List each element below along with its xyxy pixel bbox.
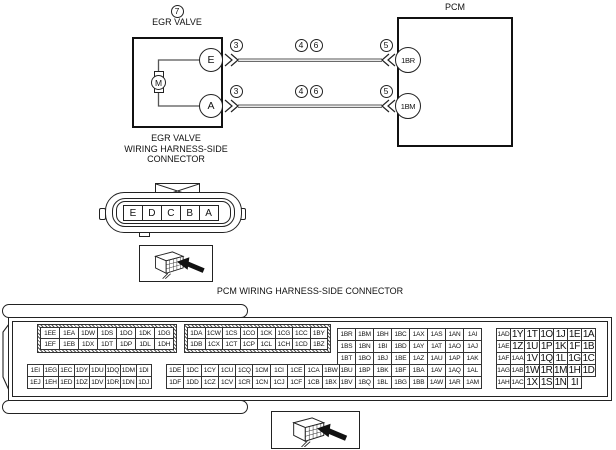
egr-connector-label [96,133,256,165]
pin-1CL: 1CL [258,339,276,350]
pin-1BH: 1BH [374,329,392,341]
pin-1DW: 1DW [79,328,98,339]
pin-1DI: 1DI [136,365,152,377]
pin-1BJ: 1BJ [374,353,392,365]
pin-1BC: 1BC [392,329,410,341]
pin-1DF: 1DF [167,377,184,389]
pin-1AF: 1AF [497,353,511,365]
pin-1DR: 1DR [105,377,121,389]
pin-1AQ: 1AQ [446,365,464,377]
egr-pin-C: C [161,205,181,221]
pin-1EE: 1EE [41,328,60,339]
pin-1BO: 1BO [356,353,374,365]
connector-view-icon [278,414,354,447]
pin-1CR: 1CR [236,377,253,389]
pin-1CD: 1CD [293,339,311,350]
pin-1W: 1W [525,365,539,376]
pin-1AT: 1AT [428,341,446,353]
pin-1O: 1O [540,329,553,340]
pin-1AZ: 1AZ [410,353,428,365]
egr-pin-B: B [180,205,200,221]
pin-1L: 1L [555,353,566,364]
motor-symbol: M [151,75,166,90]
pin-1CU: 1CU [218,365,235,377]
pin-1Z: 1Z [512,341,523,352]
pin-grid-g1 [40,327,174,350]
pin-1AW: 1AW [428,377,446,389]
callout-4-top: 4 [295,39,308,52]
pin-1EG: 1EG [43,365,59,377]
pin-1BR: 1BR [338,329,356,341]
pin-1AB: 1AB [511,365,525,377]
pin-1AG: 1AG [497,365,511,377]
pin-1T: 1T [525,329,540,341]
pin-1BM: 1BM [356,329,374,341]
pin-1AI: 1AI [464,329,482,341]
pin-1EB: 1EB [60,339,79,350]
pin-1BK: 1BK [374,365,392,377]
pin-1DV: 1DV [90,377,106,389]
callout-3-bottom: 3 [230,85,243,98]
pin-1J: 1J [554,329,568,341]
pin-1BA: 1BA [410,365,428,377]
pin-1DC: 1DC [184,365,201,377]
pin-1BB: 1BB [410,377,428,389]
pin-1AS: 1AS [428,329,446,341]
callout-6-top: 6 [310,39,323,52]
pin-1F: 1F [569,341,580,352]
pin-1CX: 1CX [205,339,223,350]
pin-1EI: 1EI [28,365,44,377]
pin-1CP: 1CP [240,339,258,350]
pin-1X: 1X [526,377,538,388]
pin-group-6 [166,364,340,389]
pin-1BP: 1BP [356,365,374,377]
callout-5-bottom: 5 [380,85,393,98]
pcm-connector-title: PCM WIRING HARNESS-SIDE CONNECTOR [216,286,404,296]
egr-pin-A: A [199,205,219,221]
wire-break-chevrons-egr [225,54,238,112]
pin-1DG: 1DG [155,328,174,339]
pin-1DX: 1DX [79,339,98,350]
pin-1BE: 1BE [392,353,410,365]
pin-1D: 1D [582,365,595,376]
pin-1EC: 1EC [59,365,75,377]
pin-1AK: 1AK [464,353,482,365]
pin-grid-g2 [187,327,328,350]
harness-wire-bottom [238,105,382,107]
pin-1V: 1V [526,353,538,364]
pin-1CF: 1CF [288,377,305,389]
pin-1Y: 1Y [511,329,524,340]
pin-empty [582,377,596,389]
pin-grid-g5 [27,364,152,389]
pin-1G: 1G [568,353,581,364]
pin-1AJ: 1AJ [464,341,482,353]
pin-1U: 1U [526,341,538,352]
egr-connector-label-line1: EGR VALVE [151,133,201,143]
pin-1AE: 1AE [497,341,511,353]
egr-connector-label-line2: WIRING HARNESS-SIDE [124,143,228,154]
pin-1BV: 1BV [338,377,356,389]
egr-terminal-a: A [199,94,223,118]
pin-1AX: 1AX [410,329,428,341]
pin-1EF: 1EF [41,339,60,350]
pin-1DJ: 1DJ [136,377,152,389]
pin-1AM: 1AM [464,377,482,389]
pin-1BD: 1BD [392,341,410,353]
pcm-box [397,17,513,147]
pin-1DU: 1DU [90,365,106,377]
pin-1EA: 1EA [60,328,79,339]
pin-grid-g3 [337,328,482,389]
pin-1CC: 1CC [293,328,311,339]
pin-1CH: 1CH [275,339,293,350]
pin-1DA: 1DA [188,328,206,339]
pin-1BZ: 1BZ [310,339,328,350]
pin-1CN: 1CN [253,377,270,389]
pin-grid-g4 [496,328,596,389]
pin-1CB: 1CB [305,377,322,389]
pin-1CM: 1CM [253,365,270,377]
pin-1DO: 1DO [117,328,136,339]
pin-1CZ: 1CZ [201,377,218,389]
pin-1I: 1I [568,377,582,389]
pin-1BW: 1BW [322,365,339,377]
pin-1BS: 1BS [338,341,356,353]
callout-5-top: 5 [380,39,393,52]
egr-terminal-e: E [199,48,223,72]
egr-view-direction-box [139,245,213,282]
pin-1DE: 1DE [167,365,184,377]
pcm-title: PCM [445,2,465,12]
pin-1BU: 1BU [338,365,356,377]
pcm-connector-bottom-bar [2,400,248,414]
pin-1H: 1H [568,365,581,376]
pcm-terminal-1br: 1BR [395,47,421,73]
egr-valve-title: EGR VALVE [152,17,202,27]
pin-group-1 [37,324,177,353]
pcm-view-direction-box [271,411,360,449]
pin-1CO: 1CO [240,328,258,339]
pin-1BY: 1BY [310,328,328,339]
pin-1AU: 1AU [428,353,446,365]
pin-group-2 [184,324,331,353]
pin-1AY: 1AY [410,341,428,353]
pin-1CA: 1CA [305,365,322,377]
pin-1DK: 1DK [136,328,155,339]
pin-1DM: 1DM [121,365,137,377]
pin-group-5 [27,364,152,389]
pin-1CK: 1CK [258,328,276,339]
pin-1CY: 1CY [201,365,218,377]
pin-1CW: 1CW [206,329,221,337]
pin-1P: 1P [540,341,553,352]
wire-break-chevrons-pcm [382,54,395,112]
pin-1DZ: 1DZ [74,377,90,389]
pin-1AL: 1AL [464,365,482,377]
pcm-connector-top-bar [2,304,248,318]
pin-1BG: 1BG [392,377,410,389]
pin-1DB: 1DB [188,339,206,350]
pin-1DS: 1DS [98,328,117,339]
pin-1AP: 1AP [446,353,464,365]
pin-1A: 1A [582,329,595,340]
pin-1CJ: 1CJ [270,377,287,389]
callout-6-bottom: 6 [310,85,323,98]
callout-7: 7 [171,5,184,18]
pin-1CI: 1CI [270,365,287,377]
pin-1C: 1C [582,353,595,364]
pin-1AC: 1AC [511,377,525,389]
pin-group-3 [337,328,482,389]
egr-pin-D: D [142,205,162,221]
pin-1DY: 1DY [74,365,90,377]
pin-1AR: 1AR [446,377,464,389]
pin-1BQ: 1BQ [356,377,374,389]
harness-wire-top [238,59,382,61]
pin-1DN: 1DN [121,377,137,389]
connector-view-icon [143,248,209,279]
pin-1N: 1N [554,377,567,388]
pin-1EH: 1EH [43,377,59,389]
pin-1DH: 1DH [155,339,174,350]
pin-1CG: 1CG [275,328,293,339]
pin-1EJ: 1EJ [28,377,44,389]
pin-1AV: 1AV [428,365,446,377]
pin-1AH: 1AH [497,377,511,389]
pin-1CS: 1CS [223,328,241,339]
pin-1BT: 1BT [338,353,356,365]
pin-1CT: 1CT [223,339,241,350]
pin-1AA: 1AA [511,353,525,365]
pin-1BF: 1BF [392,365,410,377]
pin-1CQ: 1CQ [236,365,253,377]
pin-1DT: 1DT [98,339,117,350]
pin-1R: 1R [540,365,553,376]
pin-1BX: 1BX [322,377,339,389]
egr-pin-E: E [123,205,143,221]
pin-1DP: 1DP [117,339,136,350]
egr-connector-pinrow [123,205,219,221]
pin-1AO: 1AO [446,341,464,353]
pin-1AN: 1AN [446,329,464,341]
pcm-terminal-1bm: 1BM [395,93,421,119]
pin-1B: 1B [582,341,595,352]
callout-4-bottom: 4 [295,85,308,98]
pin-1DD: 1DD [184,377,201,389]
pin-1K: 1K [554,341,567,352]
pin-1CE: 1CE [288,365,305,377]
pin-1DL: 1DL [136,339,155,350]
pin-1ED: 1ED [59,377,75,389]
pin-group-4 [496,328,596,389]
pin-1S: 1S [540,377,553,388]
pin-1Q: 1Q [540,353,553,364]
pin-1BL: 1BL [374,377,392,389]
pin-1BN: 1BN [356,341,374,353]
pin-grid-g6 [166,364,340,389]
callout-3-top: 3 [230,39,243,52]
pin-1AD: 1AD [497,329,511,341]
pin-1BI: 1BI [374,341,392,353]
pin-1E: 1E [568,329,581,340]
egr-connector-label-line3: CONNECTOR [147,154,205,164]
pin-1CV: 1CV [218,377,235,389]
pin-1DQ: 1DQ [105,365,121,377]
pin-1M: 1M [554,365,567,376]
